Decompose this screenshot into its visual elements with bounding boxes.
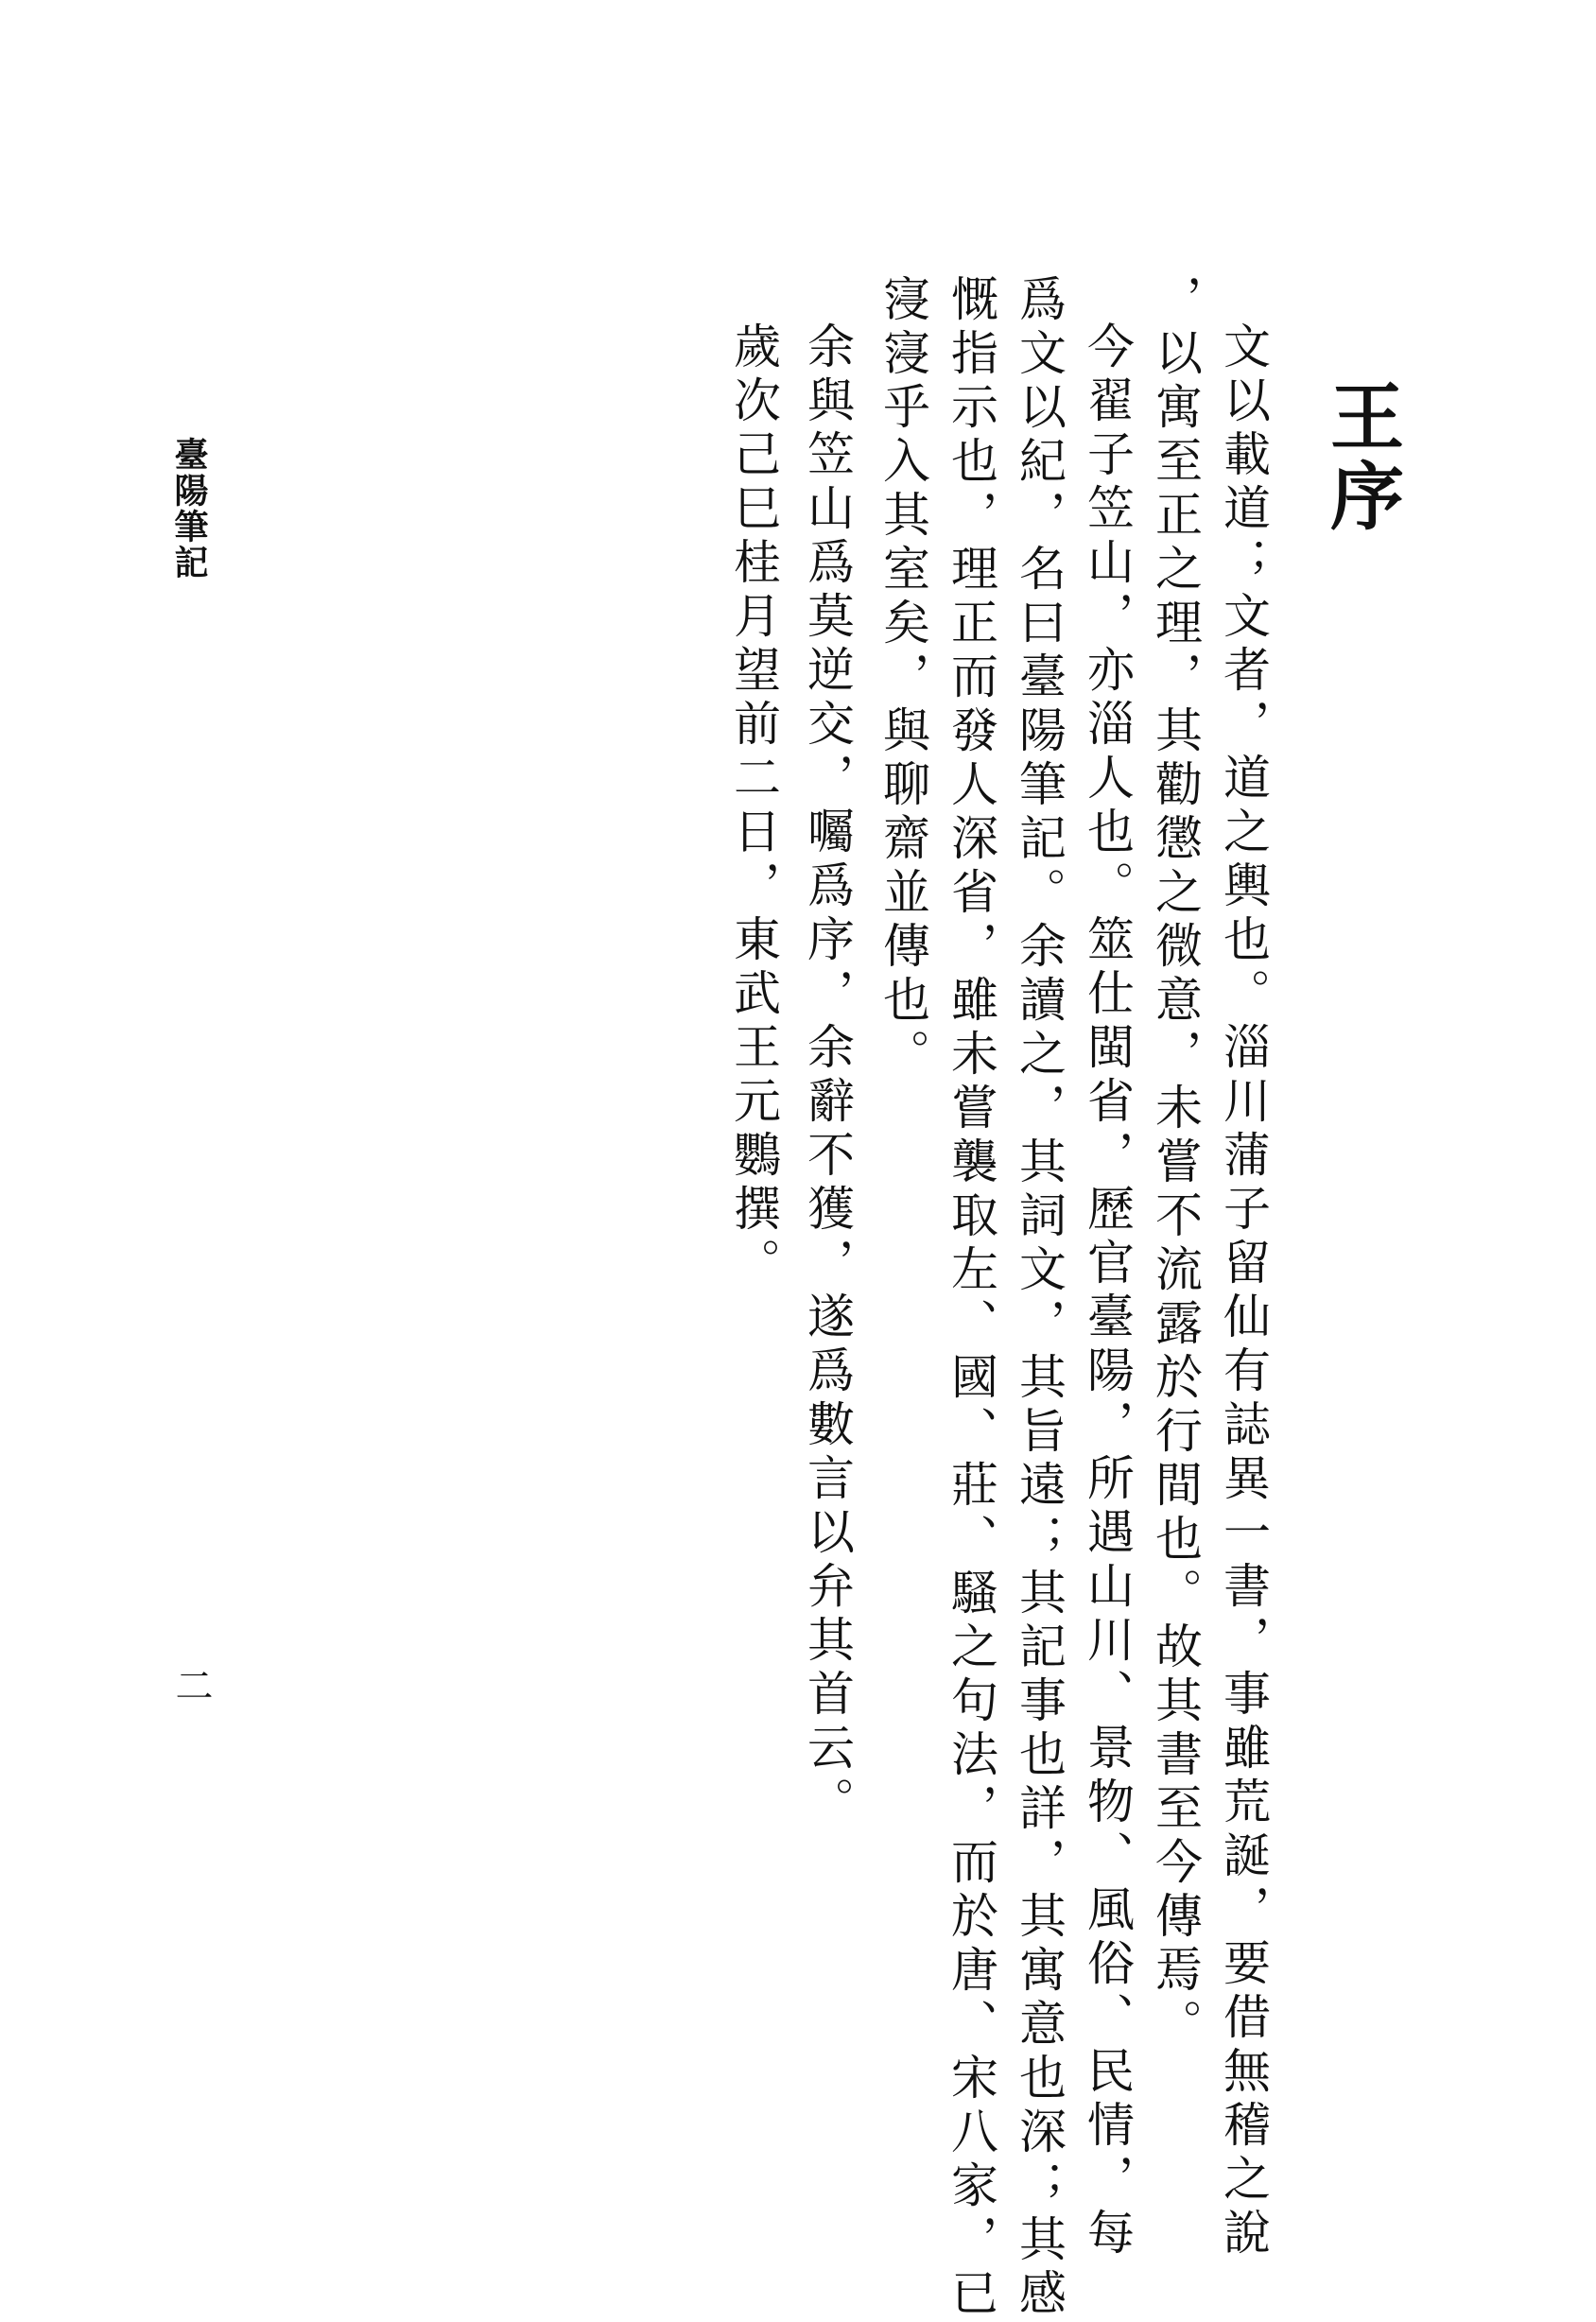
text-column-8: 歲次己巳桂月望前二日，東武王元鸚撰。	[726, 321, 781, 1291]
text-column-5: 慨指示也，理正而發人深省，雖未嘗襲取左、國、莊、騷之句法，而於唐、宋八家，已	[944, 274, 998, 2322]
page-title: 王序	[1318, 378, 1404, 537]
text-column-1: 文以載道；文者，道之輿也。淄川蒲子留仙有誌異一書，事雖荒誕，要借無稽之說	[1216, 321, 1271, 2261]
text-column-3: 今翟子笠山，亦淄人也。筮仕閩省，歷官臺陽，所遇山川、景物、風俗、民情，每	[1080, 321, 1135, 2261]
page-number: 二	[169, 1666, 213, 1704]
running-head: 臺陽筆記	[169, 437, 209, 580]
text-column-6: 寖寖乎入其室矣，與聊齋並傳也。	[876, 274, 930, 1083]
text-column-7: 余與笠山爲莫逆交，囑爲序，余辭不獲，遂爲數言以弁其首云。	[800, 321, 855, 1830]
text-column-4: 爲文以紀，名曰臺陽筆記。余讀之，其詞文，其旨遠；其記事也詳，其寓意也深；其感	[1012, 274, 1067, 2322]
text-column-2: ，以寓至正之理，其勸懲之微意，未嘗不流露於行間也。故其書至今傳焉。	[1148, 274, 1203, 2053]
